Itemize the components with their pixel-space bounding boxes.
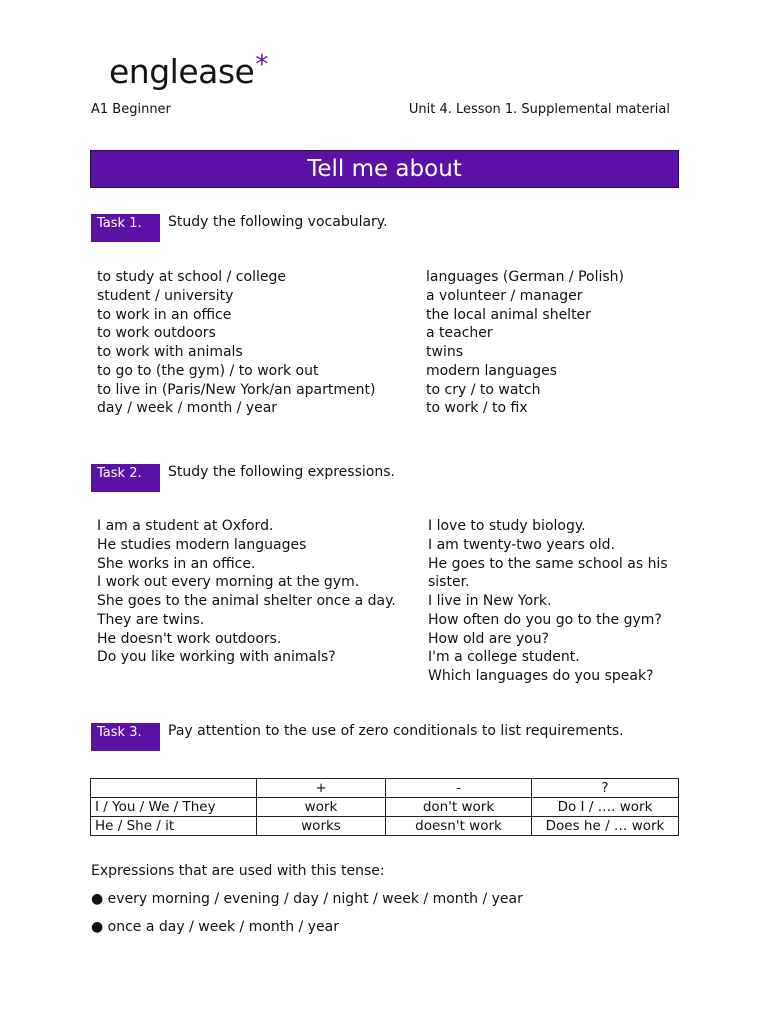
vocab-item: student / university (97, 287, 234, 304)
task1-instruction: Study the following vocabulary. (168, 214, 388, 230)
vocab-item: twins (426, 344, 463, 360)
englease-logo (109, 52, 268, 91)
expression-item: I work out every morning at the gym. (97, 574, 360, 591)
table-header-cell (91, 779, 257, 798)
expression-item: I'm a college student. (428, 649, 580, 666)
page-title: Tell me about (90, 150, 679, 188)
expression-item: He goes to the same school as his (428, 555, 668, 572)
expression-item: She works in an office. (97, 555, 256, 572)
task2-expressions-right (428, 517, 668, 686)
vocab-item: to go to (the gym) / to work out (97, 362, 319, 379)
vocab-item: to work outdoors (97, 325, 216, 342)
vocab-item: to work with animals (97, 344, 243, 360)
logo-text: englease (109, 52, 255, 91)
conjugation-table (90, 778, 679, 836)
expression-item: She goes to the animal shelter once a day. (97, 593, 396, 609)
vocab-item: the local animal shelter (426, 306, 591, 323)
expression-item: Do you like working with animals? (97, 649, 336, 666)
vocab-item: a teacher (426, 325, 493, 342)
expression-item: sister. (428, 574, 470, 591)
vocab-item: a volunteer / manager (426, 287, 583, 304)
table-cell: works (257, 817, 386, 836)
table-row (91, 817, 679, 836)
table-cell: work (257, 798, 386, 817)
vocab-item: to work / to fix (426, 400, 528, 417)
expression-item: How old are you? (428, 630, 550, 647)
expression-item: He doesn't work outdoors. (97, 630, 282, 647)
expression-item: I live in New York. (428, 593, 552, 609)
vocab-item: to cry / to watch (426, 381, 541, 398)
lesson-label: Unit 4. Lesson 1. Supplemental material (408, 102, 670, 117)
vocab-item: modern languages (426, 362, 558, 379)
table-cell: don't work (386, 798, 532, 817)
table-header-row (91, 779, 679, 798)
task2-instruction: Study the following expressions. (168, 464, 395, 480)
level-label: A1 Beginner (91, 102, 171, 117)
expression-item: He studies modern languages (97, 536, 307, 553)
expression-bullet: ● once a day / week / month / year (91, 919, 339, 935)
vocab-item: day / week / month / year (97, 400, 278, 417)
vocab-item: languages (German / Polish) (426, 269, 624, 285)
expression-item: I am twenty-two years old. (428, 536, 615, 553)
expression-item: How often do you go to the gym? (428, 611, 662, 628)
expression-item: I love to study biology. (428, 518, 586, 534)
table-cell: He / She / it (91, 817, 257, 836)
task1-vocab-right (426, 268, 624, 418)
vocab-item: to live in (Paris/New York/an apartment) (97, 381, 376, 398)
task3-instruction: Pay attention to the use of zero conditionals to list requirements. (168, 723, 624, 739)
table-header-cell: + (257, 779, 386, 798)
vocab-item: to work in an office (97, 306, 232, 323)
expressions-heading: Expressions that are used with this tense: (91, 863, 385, 879)
expression-bullet: ● every morning / evening / day / night / week / month / year (91, 891, 523, 907)
table-cell: I / You / We / They (91, 798, 257, 817)
table-cell: Does he / … work (532, 817, 679, 836)
task1-vocab-left (97, 268, 375, 418)
table-header-cell: - (386, 779, 532, 798)
expression-item: I am a student at Oxford. (97, 518, 274, 534)
expression-item: Which languages do you speak? (428, 668, 654, 684)
table-cell: Do I / …. work (532, 798, 679, 817)
task3-badge: Task 3. (91, 723, 160, 751)
task2-expressions-left (97, 517, 396, 667)
logo-star: * (255, 50, 268, 80)
table-row (91, 798, 679, 817)
table-header-cell: ? (532, 779, 679, 798)
vocab-item: to study at school / college (97, 269, 286, 285)
task2-badge: Task 2. (91, 464, 160, 492)
task1-badge: Task 1. (91, 214, 160, 242)
table-cell: doesn't work (386, 817, 532, 836)
expression-item: They are twins. (97, 611, 205, 628)
